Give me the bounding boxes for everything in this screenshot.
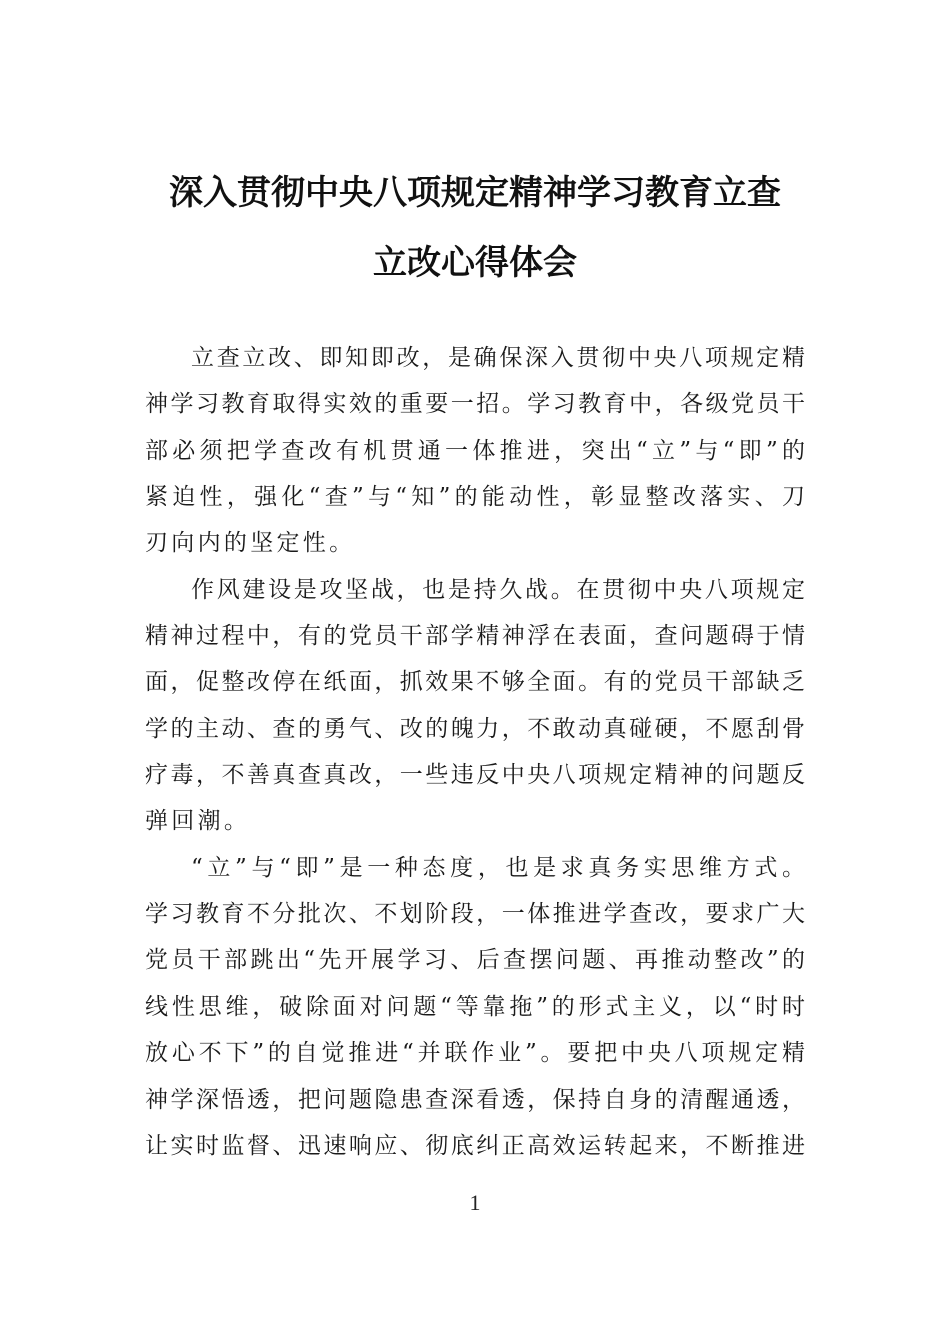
body-line: 学习教育不分批次、不划阶段，一体推进学查改，要求广大	[145, 901, 805, 928]
body-line: 党员干部跳出“先开展学习、后查摆问题、再推动整改”的	[145, 947, 805, 974]
page-number: 1	[469, 1190, 481, 1215]
body-line: 神学习教育取得实效的重要一招。学习教育中，各级党员干	[145, 391, 805, 418]
body-line: 立查立改、即知即改，是确保深入贯彻中央八项规定精	[191, 345, 805, 371]
body-line: 部必须把学查改有机贯通一体推进，突出“立”与“即”的	[145, 437, 805, 464]
body-line: “立”与“即”是一种态度，也是求真务实思维方式。	[191, 854, 805, 881]
body-line: 疗毒，不善真查真改，一些违反中央八项规定精神的问题反	[145, 762, 805, 789]
body-line: 线性思维，破除面对问题“等靠拖”的形式主义，以“时时	[145, 993, 805, 1020]
document-title-line-2: 立改心得体会	[373, 243, 577, 283]
body-line: 精神过程中，有的党员干部学精神浮在表面，查问题碍于情	[145, 623, 805, 650]
body-line: 作风建设是攻坚战，也是持久战。在贯彻中央八项规定	[191, 576, 805, 603]
body-line: 神学深悟透，把问题隐患查深看透，保持自身的清醒通透，	[145, 1086, 805, 1113]
body-line: 刃向内的坚定性。	[145, 530, 356, 557]
body-line: 面，促整改停在纸面，抓效果不够全面。有的党员干部缺乏	[145, 669, 805, 696]
document-title-line-1: 深入贯彻中央八项规定精神学习教育立查	[169, 173, 781, 213]
body-line: 放心不下”的自觉推进“并联作业”。要把中央八项规定精	[145, 1040, 805, 1067]
body-line: 紧迫性，强化“查”与“知”的能动性，彰显整改落实、刀	[145, 484, 805, 511]
body-line: 让实时监督、迅速响应、彻底纠正高效运转起来，不断推进	[145, 1132, 805, 1159]
body-line: 学的主动、查的勇气、改的魄力，不敢动真碰硬，不愿刮骨	[145, 715, 805, 742]
document-body	[145, 339, 805, 1173]
body-line: 弹回潮。	[145, 808, 251, 835]
